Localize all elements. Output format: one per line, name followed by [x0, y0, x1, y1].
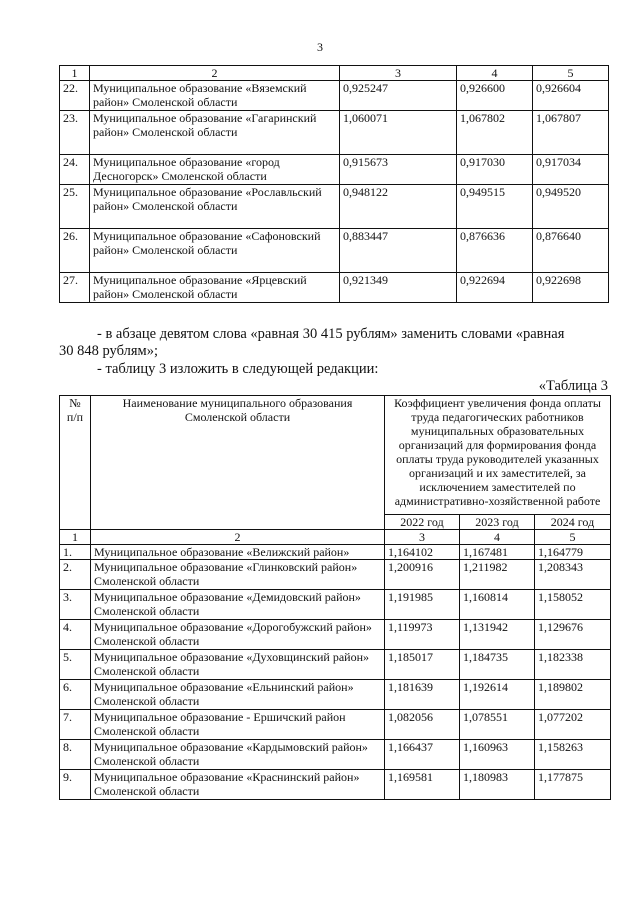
municipality-name: Муниципальное образование «Гагаринский район» Смоленской области [90, 111, 340, 155]
value-2022: 1,164102 [385, 545, 460, 560]
municipality-name: Муниципальное образование «Кардымовский район» Смоленской области [91, 740, 385, 770]
table-row [60, 155, 609, 185]
value-2023: 1,078551 [460, 710, 535, 740]
table-row [60, 770, 611, 800]
row-number: 8. [60, 740, 91, 770]
value-col3: 0,883447 [340, 229, 457, 273]
value-2022: 1,166437 [385, 740, 460, 770]
column-number: 3 [385, 530, 460, 545]
value-col4: 0,922694 [457, 273, 533, 303]
value-col5: 0,949520 [533, 185, 609, 229]
column-number-row [60, 530, 611, 545]
value-2023: 1,160814 [460, 590, 535, 620]
value-2022: 1,119973 [385, 620, 460, 650]
amendment-paragraph-2: - таблицу 3 изложить в следующей редакции: [97, 361, 379, 377]
municipality-name: Муниципальное образование - Ершичский район Смоленской области [91, 710, 385, 740]
value-2024: 1,189802 [535, 680, 611, 710]
table-row [60, 229, 609, 273]
value-col5: 1,067807 [533, 111, 609, 155]
municipality-name: Муниципальное образование «город Десногорск» Смоленской области [90, 155, 340, 185]
value-col3: 1,060071 [340, 111, 457, 155]
header-row [60, 396, 611, 515]
value-2023: 1,167481 [460, 545, 535, 560]
table-row [60, 273, 609, 303]
value-2023: 1,184735 [460, 650, 535, 680]
year-header: 2023 год [460, 515, 535, 530]
value-col4: 1,067802 [457, 111, 533, 155]
value-2024: 1,129676 [535, 620, 611, 650]
value-2022: 1,191985 [385, 590, 460, 620]
column-number: 2 [90, 66, 340, 81]
year-header: 2022 год [385, 515, 460, 530]
table-row [60, 680, 611, 710]
row-number: 24. [60, 155, 90, 185]
municipality-name: Муниципальное образование «Сафоновский район» Смоленской области [90, 229, 340, 273]
coefficient-table-continuation [59, 65, 609, 303]
amendment-paragraph-1-continuation: 30 848 рублям»; [59, 343, 158, 359]
table-row [60, 590, 611, 620]
row-number: 26. [60, 229, 90, 273]
value-col5: 0,926604 [533, 81, 609, 111]
year-header: 2024 год [535, 515, 611, 530]
column-number: 3 [340, 66, 457, 81]
value-2023: 1,211982 [460, 560, 535, 590]
value-col5: 0,922698 [533, 273, 609, 303]
value-2023: 1,131942 [460, 620, 535, 650]
value-2023: 1,160963 [460, 740, 535, 770]
row-number: 9. [60, 770, 91, 800]
value-col3: 0,948122 [340, 185, 457, 229]
header-municipality-name: Наименование муниципального образования Смоленской области [91, 396, 385, 530]
value-2024: 1,182338 [535, 650, 611, 680]
value-2024: 1,208343 [535, 560, 611, 590]
municipality-name: Муниципальное образование «Велижский район» [91, 545, 385, 560]
value-col4: 0,876636 [457, 229, 533, 273]
value-2024: 1,158263 [535, 740, 611, 770]
value-col3: 0,921349 [340, 273, 457, 303]
table-3 [59, 395, 611, 800]
municipality-name: Муниципальное образование «Дорогобужский район» Смоленской области [91, 620, 385, 650]
row-number: 27. [60, 273, 90, 303]
table-row [60, 560, 611, 590]
value-2024: 1,158052 [535, 590, 611, 620]
table-row [60, 740, 611, 770]
value-2023: 1,192614 [460, 680, 535, 710]
value-col4: 0,926600 [457, 81, 533, 111]
value-col5: 0,876640 [533, 229, 609, 273]
column-number: 2 [91, 530, 385, 545]
row-number: 22. [60, 81, 90, 111]
column-number: 4 [457, 66, 533, 81]
header-row-number: № п/п [60, 396, 91, 530]
table-row [60, 81, 609, 111]
value-col3: 0,915673 [340, 155, 457, 185]
value-2024: 1,077202 [535, 710, 611, 740]
amendment-paragraph-1: - в абзаце девятом слова «равная 30 415 рублям» заменить словами «равная [97, 326, 565, 342]
municipality-name: Муниципальное образование «Ярцевский район» Смоленской области [90, 273, 340, 303]
page-number: 3 [317, 40, 323, 54]
row-number: 7. [60, 710, 91, 740]
value-2022: 1,181639 [385, 680, 460, 710]
value-col5: 0,917034 [533, 155, 609, 185]
column-number: 4 [460, 530, 535, 545]
column-number-row [60, 66, 609, 81]
row-number: 3. [60, 590, 91, 620]
row-number: 5. [60, 650, 91, 680]
column-number: 1 [60, 66, 90, 81]
value-2023: 1,180983 [460, 770, 535, 800]
table-row [60, 650, 611, 680]
row-number: 2. [60, 560, 91, 590]
header-coefficient: Коэффициент увеличения фонда оплаты труда педагогических работников муниципальных образовательных организаций для формирования фонда оплаты труда руководителей указанных организаций и их заместителей, за исключением заместителей по административно-хозяйственной работе [385, 396, 611, 515]
column-number: 5 [535, 530, 611, 545]
municipality-name: Муниципальное образование «Глинковский район» Смоленской области [91, 560, 385, 590]
municipality-name: Муниципальное образование «Вяземский район» Смоленской области [90, 81, 340, 111]
municipality-name: Муниципальное образование «Ельнинский район» Смоленской области [91, 680, 385, 710]
value-col4: 0,949515 [457, 185, 533, 229]
value-2022: 1,169581 [385, 770, 460, 800]
value-2024: 1,164779 [535, 545, 611, 560]
table-row [60, 185, 609, 229]
value-col4: 0,917030 [457, 155, 533, 185]
row-number: 4. [60, 620, 91, 650]
value-col3: 0,925247 [340, 81, 457, 111]
table-caption: «Таблица 3 [538, 378, 608, 394]
table-row [60, 620, 611, 650]
row-number: 6. [60, 680, 91, 710]
row-number: 1. [60, 545, 91, 560]
municipality-name: Муниципальное образование «Духовщинский район» Смоленской области [91, 650, 385, 680]
value-2022: 1,200916 [385, 560, 460, 590]
column-number: 5 [533, 66, 609, 81]
table-row [60, 111, 609, 155]
row-number: 23. [60, 111, 90, 155]
municipality-name: Муниципальное образование «Рославльский район» Смоленской области [90, 185, 340, 229]
value-2022: 1,185017 [385, 650, 460, 680]
municipality-name: Муниципальное образование «Краснинский район» Смоленской области [91, 770, 385, 800]
municipality-name: Муниципальное образование «Демидовский район» Смоленской области [91, 590, 385, 620]
row-number: 25. [60, 185, 90, 229]
value-2022: 1,082056 [385, 710, 460, 740]
column-number: 1 [60, 530, 91, 545]
table-row [60, 710, 611, 740]
value-2024: 1,177875 [535, 770, 611, 800]
table-row [60, 545, 611, 560]
